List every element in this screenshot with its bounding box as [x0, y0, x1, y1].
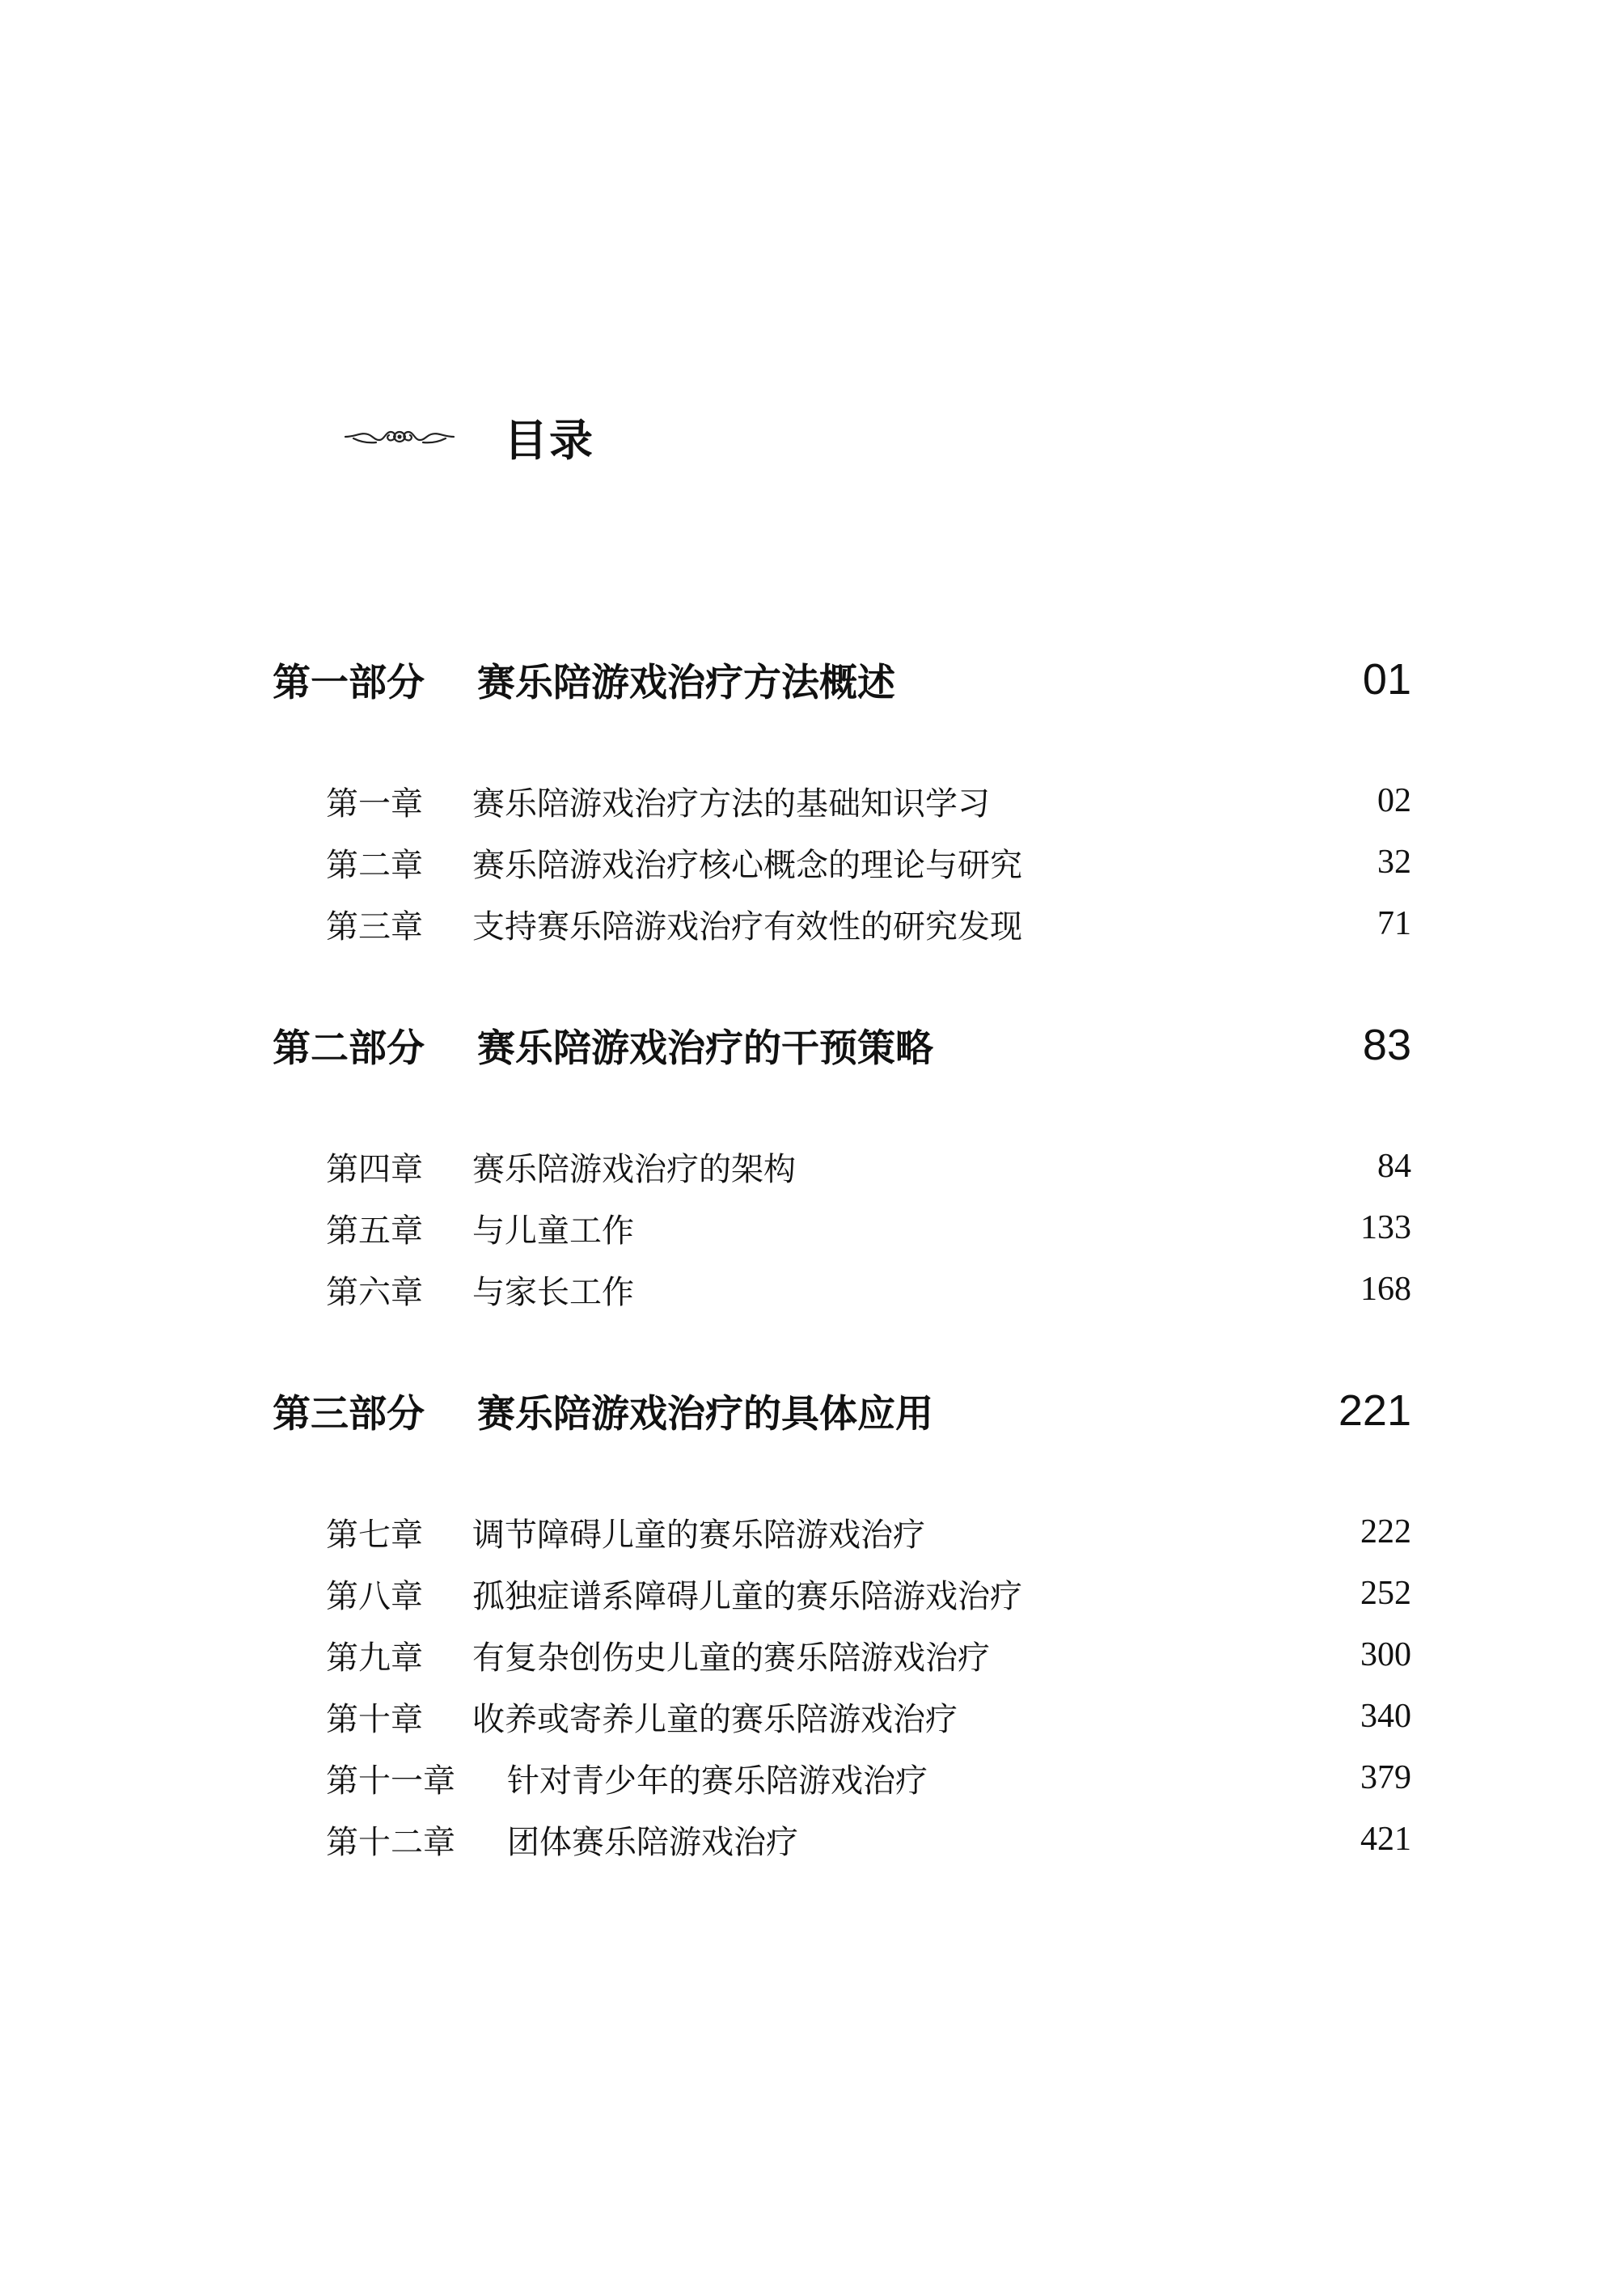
chapter-page-number: 168 [1360, 1271, 1411, 1308]
chapter-label: 第三章 [326, 907, 423, 946]
toc-part-2[interactable] [273, 1013, 1411, 1077]
part-label: 第二部分 [273, 1026, 425, 1071]
chapter-label: 第五章 [326, 1212, 423, 1250]
chapter-page-number: 71 [1377, 905, 1411, 942]
toc-title: 目录 [504, 414, 594, 466]
toc-chapter-6[interactable] [326, 1265, 1411, 1314]
chapter-title: 孤独症谱系障碍儿童的赛乐陪游戏治疗 [472, 1577, 1022, 1615]
toc-chapter-7[interactable] [326, 1508, 1411, 1556]
chapter-title: 与家长工作 [472, 1273, 634, 1311]
chapter-page-number: 379 [1360, 1759, 1411, 1796]
chapter-page-number: 421 [1360, 1821, 1411, 1858]
chapter-page-number: 300 [1360, 1636, 1411, 1673]
chapter-title: 支持赛乐陪游戏治疗有效性的研究发现 [472, 907, 1022, 946]
chapter-page-number: 133 [1360, 1209, 1411, 1246]
part-title: 赛乐陪游戏治疗的具体应用 [477, 1391, 933, 1436]
chapter-label: 第六章 [326, 1273, 423, 1311]
toc-chapter-10[interactable] [326, 1692, 1411, 1741]
chapter-label: 第七章 [326, 1516, 423, 1554]
chapter-label: 第一章 [326, 785, 423, 823]
chapter-title: 赛乐陪游戏治疗核心概念的理论与研究 [472, 846, 1022, 884]
chapter-title: 收养或寄养儿童的赛乐陪游戏治疗 [472, 1700, 958, 1738]
part-label: 第一部分 [273, 660, 425, 705]
toc-header [344, 396, 594, 477]
chapter-label: 第十章 [326, 1700, 423, 1738]
chapter-title: 有复杂创伤史儿童的赛乐陪游戏治疗 [472, 1639, 990, 1677]
chapter-label: 第四章 [326, 1150, 423, 1188]
part-page-number: 221 [1338, 1386, 1411, 1435]
chapter-title: 与儿童工作 [472, 1212, 634, 1250]
chapter-title: 调节障碍儿童的赛乐陪游戏治疗 [472, 1516, 925, 1554]
toc-chapter-1[interactable] [326, 776, 1411, 825]
chapter-page-number: 32 [1377, 844, 1411, 881]
chapter-label: 第十一章 [326, 1762, 455, 1800]
chapter-title: 赛乐陪游戏治疗的架构 [472, 1150, 796, 1188]
chapter-page-number: 84 [1377, 1148, 1411, 1185]
toc-chapter-12[interactable] [326, 1815, 1411, 1864]
chapter-title: 赛乐陪游戏治疗方法的基础知识学习 [472, 785, 990, 823]
part-title: 赛乐陪游戏治疗的干预策略 [477, 1026, 933, 1071]
chapter-label: 第九章 [326, 1639, 423, 1677]
toc-chapter-9[interactable] [326, 1631, 1411, 1679]
chapter-title: 团体赛乐陪游戏治疗 [507, 1823, 798, 1861]
scroll-flourish-icon [344, 421, 455, 453]
chapter-label: 第二章 [326, 846, 423, 884]
part-page-number: 83 [1362, 1021, 1411, 1069]
toc-chapter-4[interactable] [326, 1142, 1411, 1191]
part-title: 赛乐陪游戏治疗方法概述 [477, 660, 895, 705]
part-label: 第三部分 [273, 1391, 425, 1436]
chapter-page-number: 340 [1360, 1698, 1411, 1735]
chapter-page-number: 02 [1377, 782, 1411, 819]
chapter-page-number: 252 [1360, 1575, 1411, 1612]
toc-chapter-11[interactable] [326, 1754, 1411, 1802]
part-page-number: 01 [1362, 655, 1411, 704]
chapter-label: 第十二章 [326, 1823, 455, 1861]
chapter-label: 第八章 [326, 1577, 423, 1615]
toc-part-1[interactable] [273, 647, 1411, 712]
toc-chapter-8[interactable] [326, 1569, 1411, 1618]
chapter-page-number: 222 [1360, 1513, 1411, 1551]
toc-chapter-5[interactable] [326, 1204, 1411, 1252]
toc-chapter-3[interactable] [326, 899, 1411, 948]
toc-part-3[interactable] [273, 1378, 1411, 1443]
toc-chapter-2[interactable] [326, 838, 1411, 886]
chapter-title: 针对青少年的赛乐陪游戏治疗 [507, 1762, 928, 1800]
